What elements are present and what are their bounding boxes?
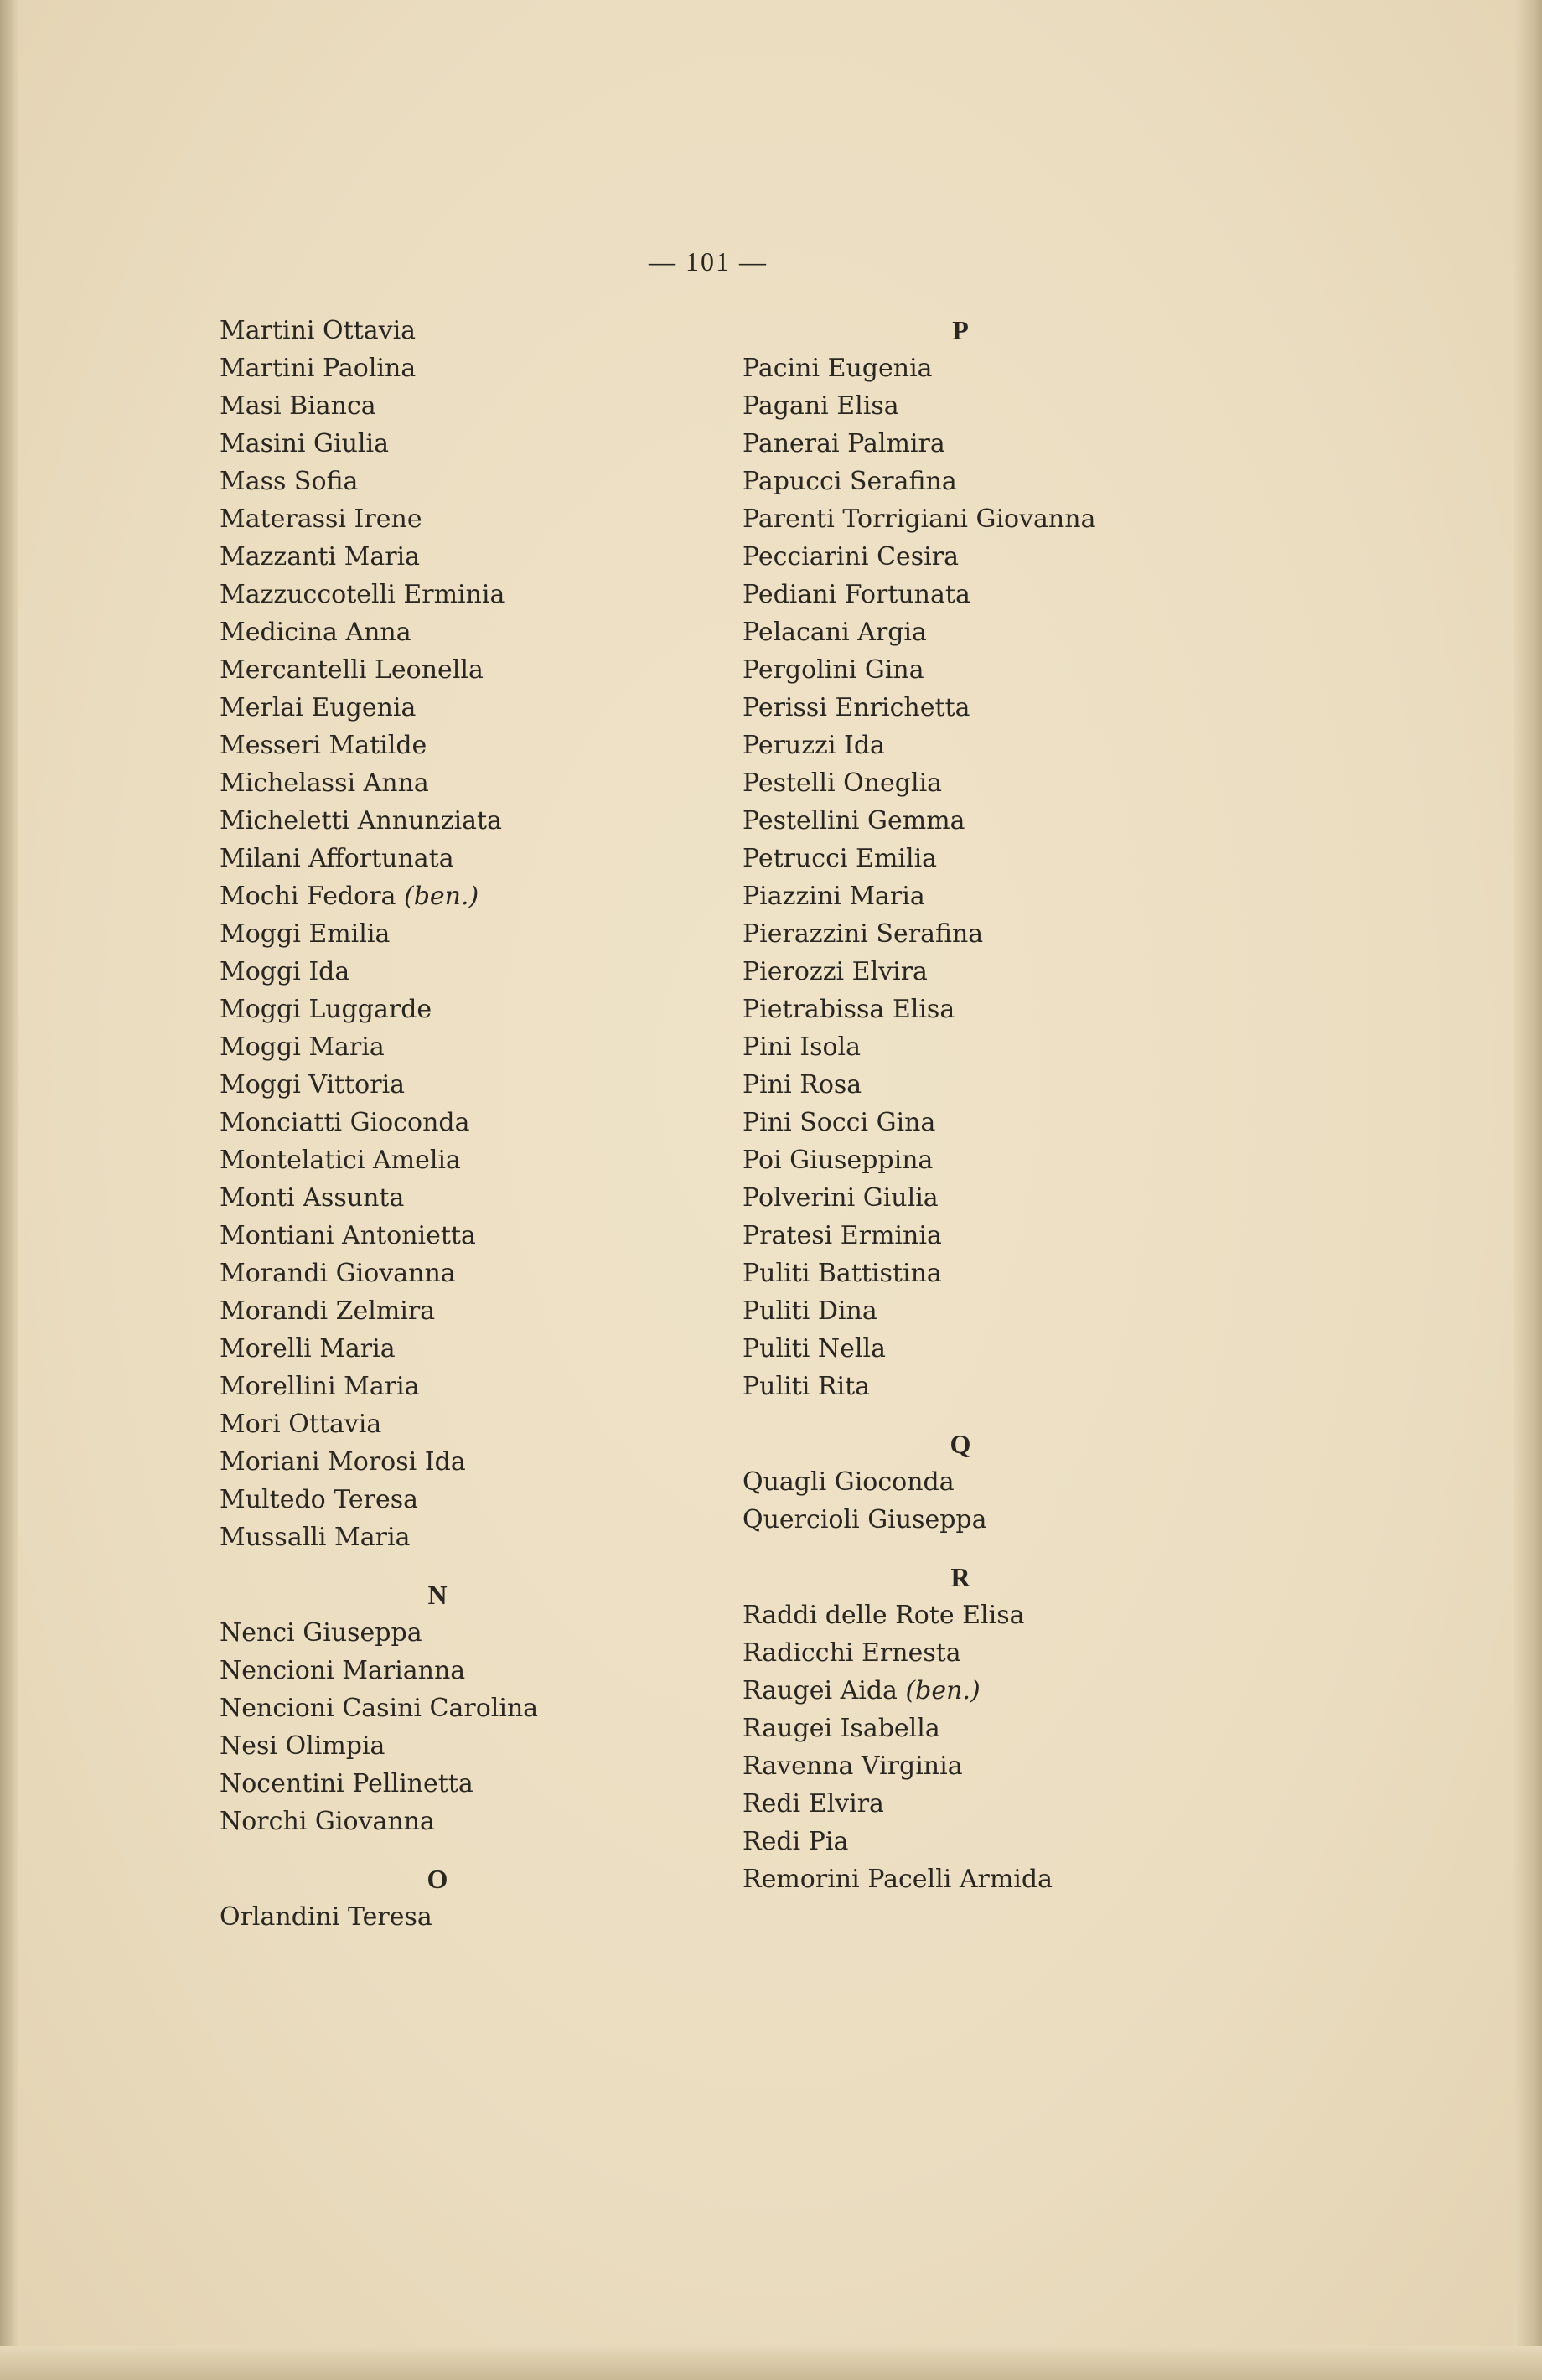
list-item: Masi Bianca bbox=[220, 391, 376, 421]
list-item: Radicchi Ernesta bbox=[743, 1638, 961, 1668]
benefactor-note: (ben.) bbox=[404, 882, 479, 911]
list-item: Michelassi Anna bbox=[220, 768, 429, 798]
list-item: Mazzuccotelli Erminia bbox=[220, 580, 505, 609]
list-item: Morellini Maria bbox=[220, 1372, 420, 1401]
list-item: Petrucci Emilia bbox=[743, 844, 938, 873]
list-item: Masini Giulia bbox=[220, 429, 390, 458]
list-item: Pecciarini Cesira bbox=[743, 542, 959, 572]
list-item: Quercioli Giuseppa bbox=[743, 1505, 987, 1534]
left-column bbox=[220, 312, 605, 1936]
list-item: Martini Paolina bbox=[220, 354, 417, 383]
list-item: Micheletti Annunziata bbox=[220, 806, 502, 836]
list-item: Monti Assunta bbox=[220, 1183, 405, 1213]
list-item: Moggi Maria bbox=[220, 1032, 385, 1062]
list-item: Montiani Antonietta bbox=[220, 1221, 476, 1250]
list-item: Puliti Battistina bbox=[743, 1259, 942, 1288]
page-bottom-edge bbox=[0, 2346, 1542, 2380]
list-item: Papucci Serafina bbox=[743, 467, 957, 496]
right-column bbox=[743, 312, 1245, 1898]
list-item: Panerai Palmira bbox=[743, 429, 945, 458]
list-item-name: Raugei Aida bbox=[743, 1676, 898, 1705]
list-item: Pacini Eugenia bbox=[743, 354, 933, 383]
list-item: Moggi Ida bbox=[220, 957, 350, 986]
n-names-list bbox=[220, 1614, 605, 1840]
list-item: Nesi Olimpia bbox=[220, 1731, 386, 1761]
list-item: Perissi Enrichetta bbox=[743, 693, 970, 722]
list-item: Pelacani Argia bbox=[743, 618, 927, 647]
list-item: Nenci Giuseppa bbox=[220, 1618, 422, 1648]
list-item: Morelli Maria bbox=[220, 1334, 396, 1363]
list-item: Mori Ottavia bbox=[220, 1410, 382, 1439]
list-item: Medicina Anna bbox=[220, 618, 411, 647]
list-item: Monciatti Gioconda bbox=[220, 1108, 470, 1137]
list-item: Polverini Giulia bbox=[743, 1183, 939, 1213]
r-names-list bbox=[743, 1596, 1245, 1898]
list-item: Mazzanti Maria bbox=[220, 542, 421, 572]
q-names-list bbox=[743, 1463, 1245, 1539]
list-item: Pagani Elisa bbox=[743, 391, 899, 421]
list-item: Ravenna Virginia bbox=[743, 1751, 963, 1781]
list-item: Merlai Eugenia bbox=[220, 693, 417, 722]
list-item: Parenti Torrigiani Giovanna bbox=[743, 504, 1096, 534]
section-heading-q: Q bbox=[950, 1429, 971, 1459]
list-item: Quagli Gioconda bbox=[743, 1467, 955, 1497]
page-right-edge bbox=[1514, 0, 1542, 2380]
o-names-list bbox=[220, 1898, 605, 1936]
list-item: Peruzzi Ida bbox=[743, 731, 885, 760]
list-item: Raugei Isabella bbox=[743, 1714, 940, 1743]
list-item: Nencioni Marianna bbox=[220, 1656, 466, 1685]
page-gutter-shadow bbox=[0, 0, 18, 2380]
list-item-with-note bbox=[220, 877, 605, 915]
list-item: Puliti Dina bbox=[743, 1296, 877, 1326]
p-names-list bbox=[743, 349, 1245, 1405]
list-item: Piazzini Maria bbox=[743, 882, 925, 911]
page-number: — 101 — bbox=[649, 246, 768, 277]
list-item: Multedo Teresa bbox=[220, 1485, 419, 1514]
section-heading-p: P bbox=[952, 315, 969, 345]
list-item: Mercantelli Leonella bbox=[220, 655, 484, 685]
list-item: Pini Isola bbox=[743, 1032, 862, 1062]
list-item: Martini Ottavia bbox=[220, 316, 417, 345]
list-item: Mass Sofia bbox=[220, 467, 359, 496]
list-item: Norchi Giovanna bbox=[220, 1807, 435, 1836]
list-item: Moggi Luggarde bbox=[220, 995, 432, 1024]
list-item: Pestelli Oneglia bbox=[743, 768, 943, 798]
list-item: Pini Socci Gina bbox=[743, 1108, 936, 1137]
section-heading-r: R bbox=[950, 1562, 970, 1592]
list-item: Milani Affortunata bbox=[220, 844, 454, 873]
list-item: Redi Elvira bbox=[743, 1789, 884, 1819]
list-item: Pergolini Gina bbox=[743, 655, 924, 685]
list-item-with-note bbox=[743, 1672, 1245, 1710]
list-item: Orlandini Teresa bbox=[220, 1902, 432, 1932]
list-item: Puliti Nella bbox=[743, 1334, 886, 1363]
list-item: Raddi delle Rote Elisa bbox=[743, 1601, 1025, 1630]
list-item: Materassi Irene bbox=[220, 504, 422, 534]
list-item: Pratesi Erminia bbox=[743, 1221, 942, 1250]
list-item: Moriani Morosi Ida bbox=[220, 1447, 466, 1477]
list-item: Puliti Rita bbox=[743, 1372, 871, 1401]
list-item: Pini Rosa bbox=[743, 1070, 862, 1099]
list-item: Remorini Pacelli Armida bbox=[743, 1865, 1053, 1894]
section-heading-o: O bbox=[427, 1864, 448, 1894]
list-item: Pietrabissa Elisa bbox=[743, 995, 955, 1024]
list-item: Nocentini Pellinetta bbox=[220, 1769, 473, 1798]
list-item: Pestellini Gemma bbox=[743, 806, 965, 836]
list-item-name: Mochi Fedora bbox=[220, 882, 396, 911]
list-item: Redi Pia bbox=[743, 1827, 849, 1856]
m-names-list bbox=[220, 312, 605, 1556]
list-item: Montelatici Amelia bbox=[220, 1146, 461, 1175]
list-item: Moggi Emilia bbox=[220, 919, 391, 949]
list-item: Moggi Vittoria bbox=[220, 1070, 406, 1099]
list-item: Pierazzini Serafina bbox=[743, 919, 984, 949]
list-item: Pierozzi Elvira bbox=[743, 957, 928, 986]
list-item: Messeri Matilde bbox=[220, 731, 427, 760]
list-item: Pediani Fortunata bbox=[743, 580, 970, 609]
list-item: Poi Giuseppina bbox=[743, 1146, 934, 1175]
list-item: Nencioni Casini Carolina bbox=[220, 1694, 539, 1723]
list-item: Morandi Giovanna bbox=[220, 1259, 456, 1288]
section-heading-n: N bbox=[427, 1580, 448, 1610]
list-item: Mussalli Maria bbox=[220, 1523, 411, 1552]
list-item: Morandi Zelmira bbox=[220, 1296, 436, 1326]
benefactor-note: (ben.) bbox=[905, 1676, 981, 1705]
